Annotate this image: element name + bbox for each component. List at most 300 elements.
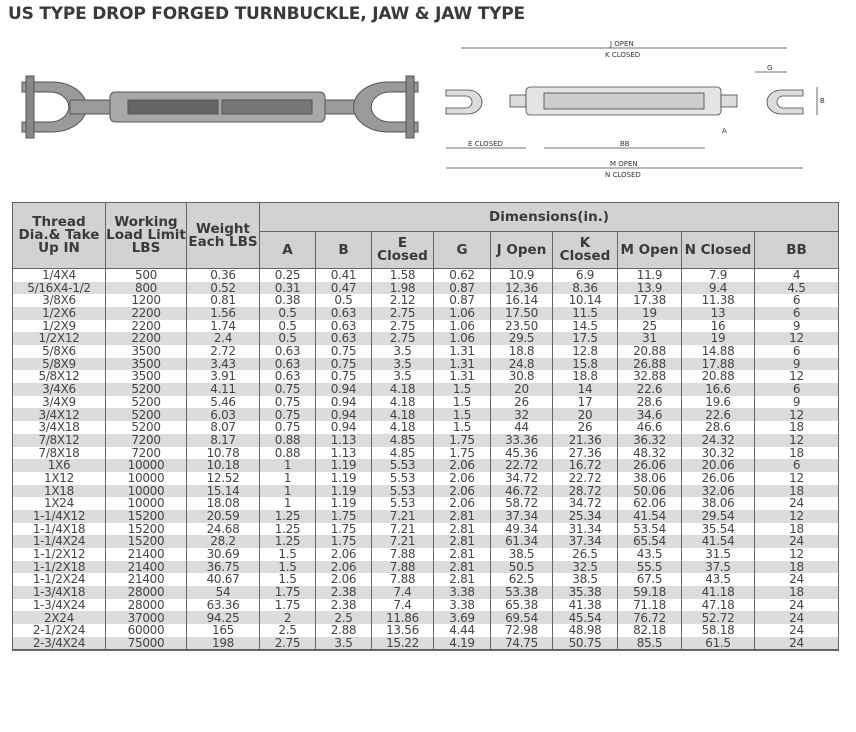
table-cell: 2.06 [434, 472, 491, 485]
table-cell: 30.32 [682, 447, 755, 460]
table-row [13, 383, 839, 396]
table-cell: 12 [755, 548, 839, 561]
table-cell: 0.88 [260, 447, 316, 460]
table-cell: 34.6 [618, 408, 682, 421]
header-thread: Thread Dia.& Take Up IN [13, 203, 106, 269]
table-cell: 74.75 [491, 637, 553, 651]
header-dim: A [260, 232, 316, 269]
table-cell: 20.88 [682, 370, 755, 383]
table-cell: 7.88 [372, 573, 434, 586]
table-cell: 24 [755, 637, 839, 651]
table-cell: 33.36 [491, 434, 553, 447]
table-cell: 29.5 [491, 332, 553, 345]
table-cell: 1 [260, 459, 316, 472]
table-cell: 6 [755, 383, 839, 396]
table-cell: 38.06 [618, 472, 682, 485]
table-cell: 5.53 [372, 459, 434, 472]
table-cell: 3/4X18 [13, 421, 106, 434]
header-dim: N Closed [682, 232, 755, 269]
table-cell: 12.52 [187, 472, 260, 485]
table-cell: 10000 [106, 485, 187, 498]
table-cell: 21400 [106, 548, 187, 561]
table-cell: 12 [755, 332, 839, 345]
table-cell: 2.06 [434, 497, 491, 510]
header-wll: Working Load Limit LBS [106, 203, 187, 269]
table-cell: 28.2 [187, 535, 260, 548]
table-cell: 2200 [106, 332, 187, 345]
table-cell: 1.75 [434, 447, 491, 460]
table-cell: 1.5 [434, 408, 491, 421]
header-dim: G [434, 232, 491, 269]
table-cell: 12 [755, 408, 839, 421]
table-cell: 29.54 [682, 510, 755, 523]
table-cell: 8.36 [553, 282, 618, 295]
table-cell: 1 [260, 497, 316, 510]
table-cell: 14.5 [553, 320, 618, 333]
table-row [13, 510, 839, 523]
table-cell: 28.72 [553, 485, 618, 498]
table-cell: 11.9 [618, 269, 682, 282]
table-cell: 5/16X4-1/2 [13, 282, 106, 295]
table-cell: 30.8 [491, 370, 553, 383]
table-cell: 0.5 [260, 332, 316, 345]
table-cell: 28.6 [618, 396, 682, 409]
table-cell: 36.32 [618, 434, 682, 447]
table-cell: 4.19 [434, 637, 491, 651]
table-cell: 7.21 [372, 510, 434, 523]
table-cell: 4.18 [372, 408, 434, 421]
table-cell: 31.5 [682, 548, 755, 561]
table-cell: 41.54 [618, 510, 682, 523]
table-cell: 2.81 [434, 573, 491, 586]
table-cell: 1-1/4X18 [13, 523, 106, 536]
table-cell: 2.81 [434, 548, 491, 561]
table-cell: 20.59 [187, 510, 260, 523]
table-cell: 0.5 [260, 320, 316, 333]
table-cell: 9 [755, 358, 839, 371]
table-cell: 3.5 [372, 345, 434, 358]
label-e-closed: E CLOSED [468, 140, 503, 148]
table-cell: 4.85 [372, 447, 434, 460]
table-cell: 6 [755, 345, 839, 358]
table-cell: 0.63 [316, 307, 372, 320]
table-cell: 9 [755, 320, 839, 333]
table-cell: 1-1/2X24 [13, 573, 106, 586]
table-cell: 54 [187, 586, 260, 599]
page-title: US TYPE DROP FORGED TURNBUCKLE, JAW & JAW TYPE [8, 4, 525, 24]
table-cell: 10.78 [187, 447, 260, 460]
table-cell: 500 [106, 269, 187, 282]
table-row [13, 624, 839, 637]
table-cell: 2.5 [260, 624, 316, 637]
table-cell: 4 [755, 269, 839, 282]
table-cell: 4.18 [372, 383, 434, 396]
table-cell: 0.88 [260, 434, 316, 447]
table-cell: 31.34 [553, 523, 618, 536]
table-cell: 2.06 [316, 561, 372, 574]
table-cell: 60000 [106, 624, 187, 637]
table-cell: 16.14 [491, 294, 553, 307]
table-cell: 1.5 [260, 573, 316, 586]
table-cell: 72.98 [491, 624, 553, 637]
table-cell: 1.31 [434, 345, 491, 358]
table-cell: 38.5 [553, 573, 618, 586]
table-cell: 1.25 [260, 510, 316, 523]
table-cell: 1.13 [316, 434, 372, 447]
table-cell: 2.75 [372, 307, 434, 320]
table-cell: 1X18 [13, 485, 106, 498]
table-cell: 61.34 [491, 535, 553, 548]
table-cell: 12 [755, 472, 839, 485]
label-a: A [722, 127, 727, 135]
table-cell: 0.87 [434, 282, 491, 295]
table-cell: 24.68 [187, 523, 260, 536]
table-cell: 94.25 [187, 611, 260, 624]
table-row [13, 269, 839, 282]
table-cell: 2.5 [316, 611, 372, 624]
table-cell: 1 [260, 485, 316, 498]
table-cell: 37000 [106, 611, 187, 624]
table-cell: 26 [491, 396, 553, 409]
table-cell: 7200 [106, 447, 187, 460]
table-cell: 37.5 [682, 561, 755, 574]
table-cell: 13 [682, 307, 755, 320]
table-cell: 0.94 [316, 396, 372, 409]
table-cell: 1.25 [260, 535, 316, 548]
table-row [13, 459, 839, 472]
table-cell: 7/8X12 [13, 434, 106, 447]
table-cell: 22.6 [682, 408, 755, 421]
table-cell: 3/8X6 [13, 294, 106, 307]
table-cell: 19.6 [682, 396, 755, 409]
table-cell: 1.5 [434, 383, 491, 396]
table-cell: 18 [755, 421, 839, 434]
table-cell: 3.5 [316, 637, 372, 651]
table-cell: 2.81 [434, 535, 491, 548]
table-cell: 2.38 [316, 586, 372, 599]
table-cell: 1-3/4X24 [13, 599, 106, 612]
table-cell: 69.54 [491, 611, 553, 624]
table-cell: 2200 [106, 320, 187, 333]
table-cell: 10.14 [553, 294, 618, 307]
table-cell: 9 [755, 396, 839, 409]
table-cell: 2.06 [316, 573, 372, 586]
table-cell: 0.75 [316, 370, 372, 383]
table-cell: 24.8 [491, 358, 553, 371]
table-cell: 50.75 [553, 637, 618, 651]
table-cell: 3.5 [372, 358, 434, 371]
table-cell: 0.63 [316, 332, 372, 345]
table-cell: 35.54 [682, 523, 755, 536]
table-cell: 32 [491, 408, 553, 421]
table-cell: 14 [553, 383, 618, 396]
table-cell: 0.81 [187, 294, 260, 307]
table-cell: 21400 [106, 561, 187, 574]
table-cell: 50.5 [491, 561, 553, 574]
table-cell: 2 [260, 611, 316, 624]
table-cell: 165 [187, 624, 260, 637]
table-row [13, 307, 839, 320]
dimension-diagram [440, 35, 840, 185]
table-cell: 198 [187, 637, 260, 651]
table-cell: 1.75 [434, 434, 491, 447]
table-cell: 2X24 [13, 611, 106, 624]
table-cell: 61.5 [682, 637, 755, 651]
table-cell: 20.06 [682, 459, 755, 472]
table-cell: 0.52 [187, 282, 260, 295]
header-dim: B [316, 232, 372, 269]
table-cell: 1.98 [372, 282, 434, 295]
table-cell: 41.38 [553, 599, 618, 612]
table-cell: 4.18 [372, 396, 434, 409]
table-cell: 53.38 [491, 586, 553, 599]
table-cell: 25 [618, 320, 682, 333]
table-cell: 18.8 [491, 345, 553, 358]
header-dim: J Open [491, 232, 553, 269]
label-g: G [767, 64, 773, 72]
table-cell: 18.8 [553, 370, 618, 383]
table-row [13, 599, 839, 612]
table-cell: 18 [755, 447, 839, 460]
table-cell: 18 [755, 485, 839, 498]
table-cell: 0.75 [260, 421, 316, 434]
table-cell: 28000 [106, 586, 187, 599]
table-cell: 0.5 [316, 294, 372, 307]
table-cell: 3.38 [434, 599, 491, 612]
table-cell: 13.56 [372, 624, 434, 637]
table-cell: 55.5 [618, 561, 682, 574]
table-cell: 1.56 [187, 307, 260, 320]
table-cell: 2-1/2X24 [13, 624, 106, 637]
table-cell: 0.75 [316, 358, 372, 371]
table-cell: 3.43 [187, 358, 260, 371]
table-cell: 1.75 [316, 510, 372, 523]
table-cell: 0.94 [316, 421, 372, 434]
table-cell: 52.72 [682, 611, 755, 624]
table-cell: 800 [106, 282, 187, 295]
header-dimensions: Dimensions(in.) [260, 203, 839, 232]
table-cell: 6.9 [553, 269, 618, 282]
table-cell: 6 [755, 294, 839, 307]
table-cell: 20.88 [618, 345, 682, 358]
header-dim: E Closed [372, 232, 434, 269]
table-cell: 0.47 [316, 282, 372, 295]
table-cell: 7.88 [372, 561, 434, 574]
header-dim: K Closed [553, 232, 618, 269]
table-cell: 46.72 [491, 485, 553, 498]
table-cell: 28000 [106, 599, 187, 612]
turnbuckle-photo [10, 62, 430, 152]
table-cell: 7.21 [372, 523, 434, 536]
table-cell: 5.53 [372, 485, 434, 498]
table-row [13, 548, 839, 561]
table-cell: 12.8 [553, 345, 618, 358]
table-cell: 3.38 [434, 586, 491, 599]
table-cell: 2.12 [372, 294, 434, 307]
table-cell: 1/2X12 [13, 332, 106, 345]
table-cell: 1.5 [260, 548, 316, 561]
table-cell: 1.75 [316, 523, 372, 536]
table-cell: 43.5 [618, 548, 682, 561]
table-cell: 45.36 [491, 447, 553, 460]
table-cell: 85.5 [618, 637, 682, 651]
table-row [13, 472, 839, 485]
table-cell: 26.88 [618, 358, 682, 371]
table-cell: 12 [755, 434, 839, 447]
table-cell: 10.9 [491, 269, 553, 282]
table-cell: 3.91 [187, 370, 260, 383]
label-n-closed: N CLOSED [605, 171, 641, 179]
table-cell: 3/4X12 [13, 408, 106, 421]
table-cell: 2.38 [316, 599, 372, 612]
table-cell: 5.53 [372, 472, 434, 485]
table-cell: 58.18 [682, 624, 755, 637]
table-cell: 26.5 [553, 548, 618, 561]
table-cell: 44 [491, 421, 553, 434]
table-cell: 24 [755, 497, 839, 510]
table-cell: 1-1/2X18 [13, 561, 106, 574]
table-cell: 7/8X18 [13, 447, 106, 460]
table-cell: 5200 [106, 421, 187, 434]
table-cell: 1.06 [434, 320, 491, 333]
table-cell: 46.6 [618, 421, 682, 434]
table-cell: 50.06 [618, 485, 682, 498]
table-cell: 22.72 [553, 472, 618, 485]
label-k-closed: K CLOSED [605, 51, 641, 59]
table-cell: 8.17 [187, 434, 260, 447]
table-cell: 1.75 [260, 599, 316, 612]
table-cell: 0.63 [260, 370, 316, 383]
table-cell: 65.54 [618, 535, 682, 548]
table-cell: 1X24 [13, 497, 106, 510]
table-cell: 7.9 [682, 269, 755, 282]
table-cell: 0.63 [316, 320, 372, 333]
header-dim: M Open [618, 232, 682, 269]
table-cell: 0.94 [316, 408, 372, 421]
table-cell: 0.25 [260, 269, 316, 282]
table-cell: 24 [755, 535, 839, 548]
table-cell: 58.72 [491, 497, 553, 510]
header-weight: Weight Each LBS [187, 203, 260, 269]
table-cell: 24 [755, 611, 839, 624]
table-cell: 2-3/4X24 [13, 637, 106, 651]
table-row [13, 421, 839, 434]
table-cell: 0.75 [260, 396, 316, 409]
table-row [13, 396, 839, 409]
table-cell: 53.54 [618, 523, 682, 536]
table-cell: 1.06 [434, 332, 491, 345]
table-cell: 1.19 [316, 472, 372, 485]
table-cell: 6 [755, 459, 839, 472]
table-cell: 1-1/4X24 [13, 535, 106, 548]
table-cell: 14.88 [682, 345, 755, 358]
table-cell: 18.08 [187, 497, 260, 510]
table-cell: 15.8 [553, 358, 618, 371]
table-cell: 3500 [106, 370, 187, 383]
table-cell: 26.06 [618, 459, 682, 472]
table-cell: 21400 [106, 573, 187, 586]
table-cell: 24.32 [682, 434, 755, 447]
label-j-open: J OPEN [610, 40, 634, 48]
table-cell: 0.87 [434, 294, 491, 307]
table-cell: 1.19 [316, 459, 372, 472]
table-cell: 12.36 [491, 282, 553, 295]
table-cell: 16 [682, 320, 755, 333]
table-cell: 82.18 [618, 624, 682, 637]
table-row [13, 637, 839, 651]
table-cell: 35.38 [553, 586, 618, 599]
table-cell: 1/2X9 [13, 320, 106, 333]
table-cell: 1-3/4X18 [13, 586, 106, 599]
table-cell: 16.6 [682, 383, 755, 396]
table-cell: 1.06 [434, 307, 491, 320]
table-cell: 5/8X6 [13, 345, 106, 358]
table-cell: 13.9 [618, 282, 682, 295]
table-cell: 1.75 [260, 586, 316, 599]
table-cell: 41.18 [682, 586, 755, 599]
table-cell: 5200 [106, 408, 187, 421]
table-cell: 1.5 [434, 421, 491, 434]
table-cell: 0.62 [434, 269, 491, 282]
table-cell: 10000 [106, 459, 187, 472]
table-cell: 2.81 [434, 510, 491, 523]
table-cell: 41.54 [682, 535, 755, 548]
table-cell: 37.34 [553, 535, 618, 548]
table-cell: 22.6 [618, 383, 682, 396]
table-cell: 5200 [106, 396, 187, 409]
table-cell: 34.72 [553, 497, 618, 510]
table-cell: 19 [618, 307, 682, 320]
table-cell: 1.5 [434, 396, 491, 409]
header-dim: BB [755, 232, 839, 269]
table-cell: 7200 [106, 434, 187, 447]
table-cell: 4.85 [372, 434, 434, 447]
table-cell: 28.6 [682, 421, 755, 434]
table-cell: 2.81 [434, 561, 491, 574]
table-cell: 1/2X6 [13, 307, 106, 320]
table-cell: 0.75 [260, 408, 316, 421]
table-cell: 10.18 [187, 459, 260, 472]
table-cell: 15.22 [372, 637, 434, 651]
table-cell: 5.53 [372, 497, 434, 510]
table-cell: 8.07 [187, 421, 260, 434]
table-cell: 37.34 [491, 510, 553, 523]
table-cell: 5.46 [187, 396, 260, 409]
table-cell: 2.72 [187, 345, 260, 358]
table-cell: 1 [260, 472, 316, 485]
table-cell: 43.5 [682, 573, 755, 586]
table-cell: 11.38 [682, 294, 755, 307]
table-cell: 21.36 [553, 434, 618, 447]
table-cell: 17.50 [491, 307, 553, 320]
table-cell: 15.14 [187, 485, 260, 498]
table-cell: 32.88 [618, 370, 682, 383]
table-cell: 2.4 [187, 332, 260, 345]
table-cell: 17.88 [682, 358, 755, 371]
table-cell: 24 [755, 624, 839, 637]
table-cell: 2.88 [316, 624, 372, 637]
table-cell: 20 [553, 408, 618, 421]
table-cell: 18 [755, 586, 839, 599]
table-cell: 1200 [106, 294, 187, 307]
table-cell: 75000 [106, 637, 187, 651]
table-cell: 11.86 [372, 611, 434, 624]
table-cell: 26 [553, 421, 618, 434]
table-cell: 1X12 [13, 472, 106, 485]
table-cell: 5200 [106, 383, 187, 396]
table-cell: 3500 [106, 358, 187, 371]
table-cell: 45.54 [553, 611, 618, 624]
